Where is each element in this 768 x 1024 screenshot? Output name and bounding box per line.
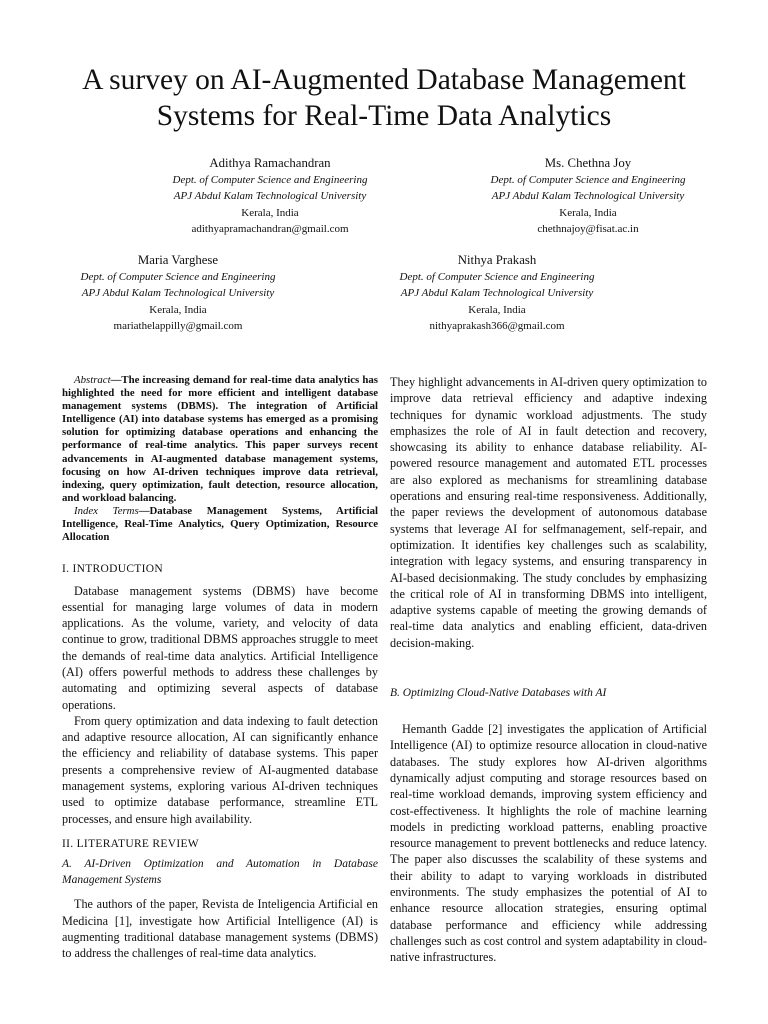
author-dept: Dept. of Computer Science and Engineering <box>490 174 686 186</box>
section-heading-introduction: I. INTRODUCTION <box>62 563 163 576</box>
author-location: Kerala, India <box>241 206 299 219</box>
author-university: APJ Abdul Kalam Technological University <box>400 287 594 300</box>
author-dept: Dept. of Computer Science and Engineering <box>80 271 276 283</box>
literature-continued-paragraph: They highlight advancements in AI-driven query optimization to improve data retrieval efficiency and adaptive indexing techniques for dynamic workload adjustments. The study emphasizes the role of AI in fault detection and recovery, showcasing its ability to enhance database reliability. AI-powered resource management and automated ETL processes are also explored as mechanisms for streamlining database operations and ensuring real-time responsiveness. Additionally, the paper reviews the development of autonomous database systems that leverage AI for selfmanagement, self-repair, and optimization. It identifies key challenges such as scalability, integration with legacy systems, and ensuring transparency in AI-based decisionmaking. The study concludes by emphasizing the critical role of AI in transforming DBMS into intelligent, adaptive systems capable of meeting the growing demands of real-time data analytics and enabling efficient, data-driven decision-making. <box>390 375 707 650</box>
intro-paragraph-2: From query optimization and data indexing to fault detection and adaptive resource allocation, AI can significantly enhance the efficiency and reliability of database systems. This paper presents a comprehensive review of AI-augmented database management systems, exploring various AI-driven techniques used to optimize database performance, streamline ETL processes, and ensure high availability. <box>62 713 378 826</box>
abstract-label: Abstract <box>74 374 111 386</box>
subsection-b-paragraph: Hemanth Gadde [2] investigates the application of Artificial Intelligence (AI) to optimize resource allocation in cloud-native databases. The study explores how AI-driven algorithms dynamically adjust computing and storage resources based on real-time workload demands, improving system efficiency and cost-effectiveness. It highlights the role of machine learning models in predicting workload patterns, enabling proactive resource management to prevent bottlenecks and reduce latency. The paper also discusses the scalability of these systems and their ability to adapt to varying workloads in distributed environments. The study emphasizes the potential of AI to enhance resource allocation strategies, ensuring optimal database performance and efficiency while addressing challenges such as cost control and system adaptability in cloud-native infrastructures. <box>390 722 707 965</box>
author-block-2 <box>438 154 738 237</box>
author-email: nithyaprakash366@gmail.com <box>429 319 565 332</box>
author-email: adithyapramachandran@gmail.com <box>191 222 349 235</box>
author-university: APJ Abdul Kalam Technological University <box>81 287 275 300</box>
author-location: Kerala, India <box>149 303 207 316</box>
abstract-text: —The increasing demand for real-time data analytics has highlighted the need for more efficient and intelligent database management systems (DBMS). The integration of Artificial Intelligence (AI) into database systems has emerged as a promising solution for optimizing database operations and enhancing the performance of real-time analytics. This paper surveys recent advancements in AI-augmented database management systems, focusing on how AI-driven techniques improve data retrieval, indexing, query optimization, fault detection, resource allocation, and workload balancing. <box>62 374 378 504</box>
index-terms-text: —Database Management Systems, Artificial Intelligence, Real-Time Analytics, Query Optimization, Resource Allocation <box>62 504 378 544</box>
author-email: mariathelappilly@gmail.com <box>113 319 243 332</box>
subsection-a-paragraph: The authors of the paper, Revista de Inteligencia Artificial en Medicina [1], investigate how Artificial Intelligence (AI) is augmenting traditional database management systems (DBMS) to address the challenges of real-time data analytics. <box>62 897 378 961</box>
author-university: APJ Abdul Kalam Technological University <box>173 190 367 203</box>
author-block-1 <box>120 154 420 237</box>
author-dept: Dept. of Computer Science and Engineering <box>172 174 368 186</box>
title-line-2: Systems for Real-Time Data Analytics <box>156 100 612 132</box>
author-name: Maria Varghese <box>137 253 219 267</box>
author-block-3 <box>28 251 328 334</box>
author-email: chethnajoy@fisat.ac.in <box>537 222 639 235</box>
title-line-1: A survey on AI-Augmented Database Management <box>82 64 686 96</box>
intro-paragraph-1: Database management systems (DBMS) have become essential for managing large volumes of data in modern applications. As the volume, variety, and velocity of data continue to grow, traditional DBMS approaches struggle to meet the demands of real-time data analytics. Artificial Intelligence (AI) offers powerful methods to address these challenges by automating and optimizing several aspects of database operations. <box>62 583 378 712</box>
left-column <box>62 374 378 961</box>
abstract <box>62 374 378 505</box>
author-location: Kerala, India <box>468 303 526 316</box>
subsection-heading-a: A. AI-Driven Optimization and Automation in Database Management Systems <box>62 858 378 887</box>
author-block-4 <box>347 251 647 334</box>
author-name: Ms. Chethna Joy <box>544 156 632 170</box>
author-name: Nithya Prakash <box>457 253 537 267</box>
author-university: APJ Abdul Kalam Technological University <box>491 190 685 203</box>
index-terms <box>62 505 378 544</box>
author-name: Adithya Ramachandran <box>209 156 331 170</box>
subsection-heading-b: B. Optimizing Cloud-Native Databases with AI <box>390 687 607 700</box>
right-column <box>390 374 707 966</box>
author-location: Kerala, India <box>559 206 617 219</box>
author-dept: Dept. of Computer Science and Engineering <box>399 271 595 283</box>
section-heading-literature-review: II. LITERATURE REVIEW <box>62 837 199 850</box>
index-terms-label: Index Terms <box>74 504 139 517</box>
paper-title <box>40 62 728 134</box>
